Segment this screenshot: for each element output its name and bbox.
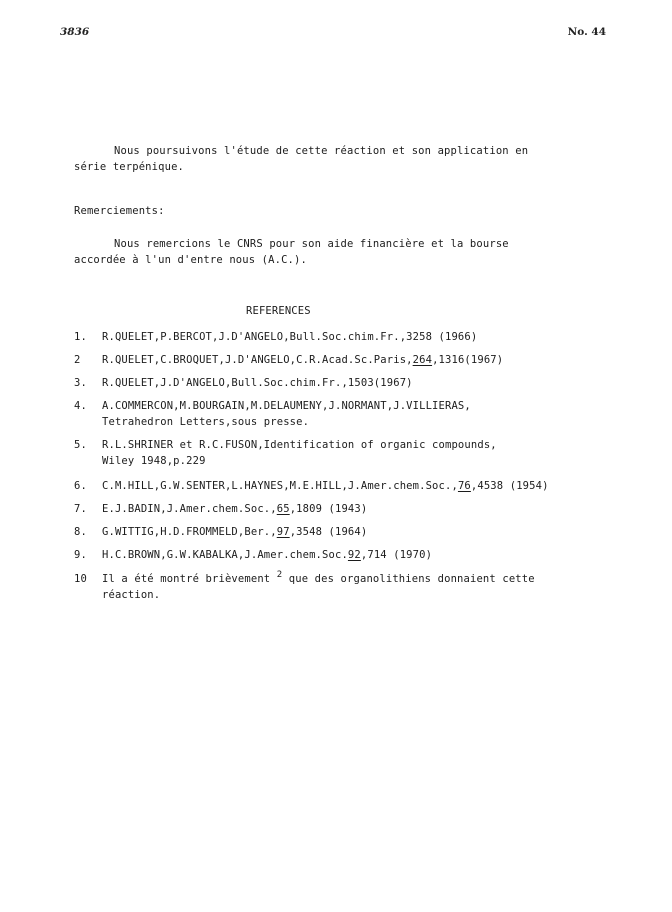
reference-item <box>74 398 614 430</box>
reference-item <box>74 329 614 345</box>
reference-item <box>74 478 614 494</box>
reference-number: 7. <box>74 503 87 515</box>
reference-pages-year: ,1316(1967) <box>432 354 504 366</box>
reference-text: G.WITTIG,H.D.FROMMELD,Ber., <box>102 526 277 538</box>
reference-pages-year: ,3548 (1964) <box>289 526 368 538</box>
reference-item <box>74 501 614 517</box>
paragraph-intro-line-1: Nous poursuivons l'étude de cette réaction et son application en <box>114 145 529 157</box>
reference-volume: 92 <box>347 549 361 561</box>
reference-number: 4. <box>74 400 87 412</box>
reference-text-tail: que des organolithiens donnaient cette <box>282 573 535 585</box>
paragraph-intro <box>74 143 594 175</box>
paragraph-acknowledgements <box>74 236 594 268</box>
reference-text-continued: réaction. <box>102 589 161 601</box>
reference-pages-year: ,714 (1970) <box>360 549 433 561</box>
reference-item <box>74 547 614 563</box>
acknowledgements-heading: Remerciements: <box>74 205 165 217</box>
reference-number: 3. <box>74 377 87 389</box>
reference-number: 5. <box>74 439 87 451</box>
reference-number: 10 <box>74 573 87 585</box>
reference-pages-year: ,4538 (1954) <box>470 480 549 492</box>
reference-text-continued: Wiley 1948,p.229 <box>102 455 206 467</box>
reference-text-continued: Tetrahedron Letters,sous presse. <box>102 416 310 428</box>
paragraph-acknowledgements-line-2: accordée à l'un d'entre nous (A.C.). <box>74 254 307 266</box>
paragraph-intro-line-2: série terpénique. <box>74 161 185 173</box>
page-number: 3836 <box>60 26 90 38</box>
reference-number: 1. <box>74 331 87 343</box>
paragraph-acknowledgements-line-1: Nous remercions le CNRS pour son aide financière et la bourse <box>114 238 509 250</box>
reference-text: C.M.HILL,G.W.SENTER,L.HAYNES,M.E.HILL,J.Amer.chem.Soc., <box>102 480 458 492</box>
journal-issue-number: No. 44 <box>567 26 606 38</box>
reference-text: R.QUELET,J.D'ANGELO,Bull.Soc.chim.Fr.,1503(1967) <box>102 377 413 389</box>
reference-item <box>74 352 614 368</box>
reference-pages-year: ,1809 (1943) <box>289 503 368 515</box>
reference-text: E.J.BADIN,J.Amer.chem.Soc., <box>102 503 277 515</box>
reference-volume: 97 <box>276 526 290 538</box>
reference-text: R.L.SHRINER et R.C.FUSON,Identification of organic compounds, <box>102 439 497 451</box>
reference-text: R.QUELET,P.BERCOT,J.D'ANGELO,Bull.Soc.chim.Fr.,3258 (1966) <box>102 331 478 343</box>
reference-item <box>74 571 614 603</box>
reference-text: H.C.BROWN,G.W.KABALKA,J.Amer.chem.Soc. <box>102 549 348 561</box>
reference-number: 2 <box>74 354 81 366</box>
reference-text: R.QUELET,C.BROQUET,J.D'ANGELO,C.R.Acad.Sc.Paris, <box>102 354 413 366</box>
reference-number: 9. <box>74 549 87 561</box>
reference-volume: 65 <box>276 503 290 515</box>
reference-volume: 76 <box>457 480 471 492</box>
reference-item <box>74 524 614 540</box>
reference-text: A.COMMERCON,M.BOURGAIN,M.DELAUMENY,J.NORMANT,J.VILLIERAS, <box>102 400 471 412</box>
references-title: REFERENCES <box>246 305 311 317</box>
reference-number: 8. <box>74 526 87 538</box>
reference-number: 6. <box>74 480 87 492</box>
reference-superscript: 2 <box>276 570 283 580</box>
reference-text: Il a été montré brièvement <box>102 573 277 585</box>
reference-volume: 264 <box>412 354 433 366</box>
reference-item <box>74 437 614 469</box>
reference-item <box>74 375 614 391</box>
